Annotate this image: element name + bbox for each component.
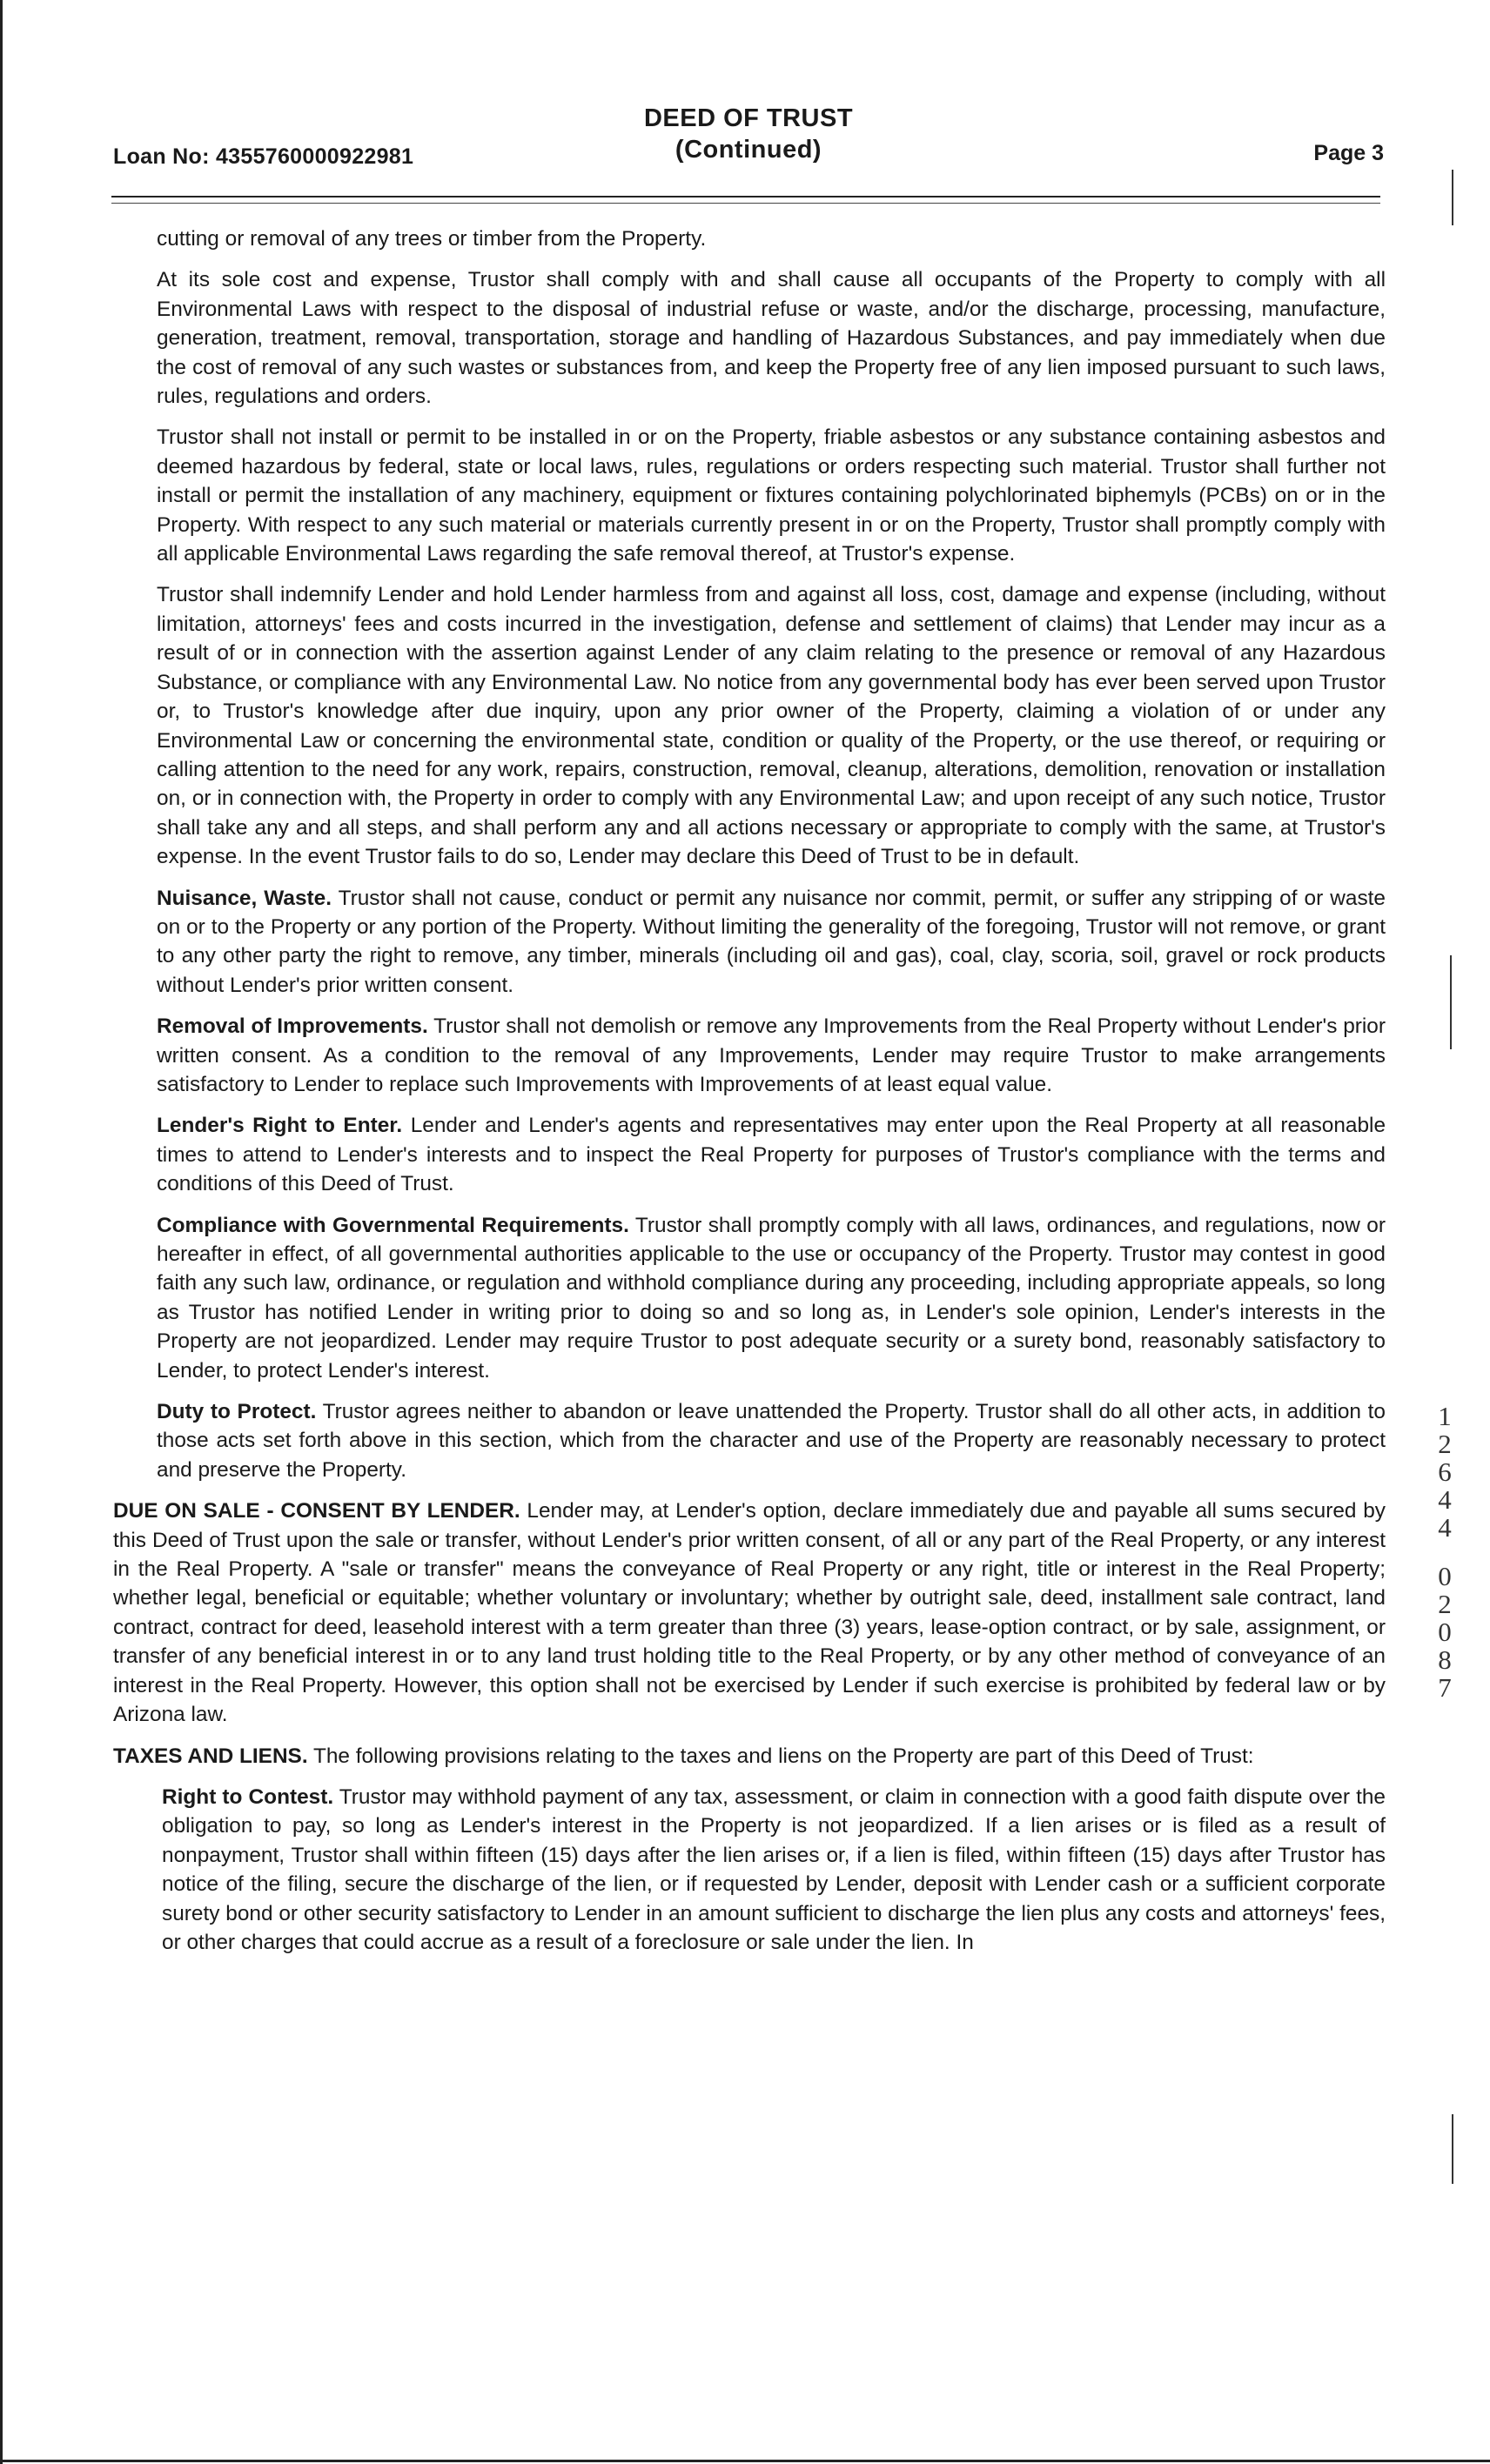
section-heading: DUE ON SALE - CONSENT BY LENDER. [113, 1499, 520, 1523]
paragraph-right-to-contest: Right to Contest. Trustor may withhold payment of any tax, assessment, or claim in connection with a good faith dispute over the obligation to pay, so long as Lender's interest in the Property is not jeopardized. If a lien arises or is filed as a result of nonpayment, Trustor shall within fifteen (15) days after the lien arises or, if a lien is filed, within fifteen (15) days after Trustor has notice of the filing, secure the discharge of the lien, or if requested by Lender, deposit with Lender cash or a sufficient corporate surety bond or other security satisfactory to Lender in an amount sufficient to discharge the lien plus any costs and attorneys' fees, or other charges that could accrue as a result of a foreclosure or sale under the lien. In [162, 1784, 1386, 1954]
paragraph-heading: Compliance with Governmental Requirements. [157, 1213, 629, 1237]
document-body [113, 224, 1386, 1969]
section-taxes-and-liens: TAXES AND LIENS. The following provisions relating to the taxes and liens on the Property are part of this Deed of Trust: [113, 1744, 1254, 1768]
paragraph-duty-to-protect: Duty to Protect. Trustor agrees neither to abandon or leave unattended the Property. Trustor shall do all other acts, in addition to those acts set forth above in this section, which from the character and use of the Property are reasonably necessary to protect and preserve the Property. [157, 1400, 1386, 1482]
page-left-border [0, 0, 3, 2464]
page-number: Page 3 [1313, 141, 1384, 165]
edge-mark [1452, 170, 1453, 225]
title-line-1: DEED OF TRUST [643, 104, 854, 132]
paragraph: cutting or removal of any trees or timber from the Property. [157, 227, 707, 251]
header-rule [111, 196, 1380, 198]
page-bottom-border [0, 2460, 1490, 2462]
paragraph: Trustor shall indemnify Lender and hold Lender harmless from and against all loss, cost, damage and expense (including, without limitation, attorneys' fees and costs incurred in the investigation, defense and settlement of claims) that Lender may incur as a result of or in connection with the assertion against Lender of any claim relating to the presence or removal of any Hazardous Substance, or compliance with any Environmental Law. No notice from any governmental body has ever been served upon Trustor or, to Trustor's knowledge after due inquiry, upon any prior owner of the Property, claiming a violation of or under any Environmental Law or concerning the environmental state, condition or quality of the Property, or the use thereof, or requiring or calling attention to the need for any work, repairs, construction, removal, cleanup, alterations, demolition, renovation or installation on, or in connection with, the Property in order to comply with any Environmental Law; and upon receipt of any such notice, Trustor shall take any and all steps, and shall perform any and all actions necessary or appropriate to comply with the same, at Trustor's expense. In the event Trustor fails to do so, Lender may declare this Deed of Trust to be in default. [157, 583, 1386, 869]
paragraph-lenders-right-to-enter: Lender's Right to Enter. Lender and Lender's agents and representatives may enter upon the Real Property at all reasonable times to attend to Lender's interests and to inspect the Real Property for purposes of Trustor's compliance with the terms and conditions of this Deed of Trust. [157, 1114, 1386, 1196]
paragraph-heading: Nuisance, Waste. [157, 886, 332, 910]
paragraph: At its sole cost and expense, Trustor shall comply with and shall cause all occupants of the Property to comply with all Environmental Laws with respect to the disposal of industrial refuse or waste, and/or the discharge, processing, manufacture, generation, treatment, removal, transportation, storage and handling of Hazardous Substances, and pay immediately when due the cost of removal of any such wastes or substances from, and keep the Property free of any lien imposed pursuant to such laws, rules, regulations and orders. [157, 268, 1386, 409]
section-due-on-sale: DUE ON SALE - CONSENT BY LENDER. Lender may, at Lender's option, declare immediately due and payable all sums secured by this Deed of Trust upon the sale or transfer, without Lender's prior written consent, of all or any part of the Real Property, or any interest in the Real Property. A "sale or transfer" means the conveyance of Real Property or any right, title or interest in the Real Property; whether legal, beneficial or equitable; whether voluntary or involuntary; whether by outright sale, deed, installment sale contract, land contract, contract for deed, leasehold interest with a term greater than three (3) years, lease-option contract, or by sale, assignment, or transfer of any beneficial interest in or to any land trust holding title to the Real Property, or by any other method of conveyance of an interest in the Real Property. However, this option shall not be exercised by Lender if such exercise is prohibited by federal law or by Arizona law. [113, 1499, 1386, 1727]
paragraph-removal-of-improvements: Removal of Improvements. Trustor shall not demolish or remove any Improvements from the Real Property without Lender's prior written consent. As a condition to the removal of any Improvements, Lender may require Trustor to make arrangements satisfactory to Lender to replace such Improvements with Improvements of at least equal value. [157, 1014, 1386, 1096]
edge-mark [1450, 955, 1452, 1049]
header-rule-thin [111, 203, 1380, 204]
paragraph-heading: Duty to Protect. [157, 1400, 317, 1424]
paragraph-heading: Right to Contest. [162, 1784, 334, 1809]
paragraph-heading: Removal of Improvements. [157, 1014, 428, 1039]
paragraph: Trustor shall not install or permit to be installed in or on the Property, friable asbestos or any substance containing asbestos and deemed hazardous by federal, state or local laws, rules, regulations or orders respecting such material. Trustor shall further not install or permit the installation of any machinery, equipment or fixtures containing polychlorinated biphemyls (PCBs) on or in the Property. With respect to any such material or materials currently present in or on the Property, Trustor shall promptly comply with all applicable Environmental Laws regarding the safe removal thereof, at Trustor's expense. [157, 425, 1386, 566]
recording-stamp-number: 1 2 6 4 4 0 2 0 8 7 [1438, 1401, 1452, 1703]
paragraph-heading: Lender's Right to Enter. [157, 1114, 403, 1138]
edge-mark [1452, 2114, 1453, 2184]
paragraph-nuisance-waste: Nuisance, Waste. Trustor shall not cause, conduct or permit any nuisance nor commit, permit, or suffer any stripping of or waste on or to the Property or any portion of the Property. Without limiting the generality of the foregoing, Trustor will not remove, or grant to any other party the right to remove, any timber, minerals (including oil and gas), coal, clay, scoria, soil, gravel or rock products without Lender's prior written consent. [157, 886, 1386, 997]
paragraph-governmental-requirements: Compliance with Governmental Requirements. Trustor shall promptly comply with all laws, ordinances, and regulations, now or hereafter in effect, of all governmental authorities applicable to the use or occupancy of the Property. Trustor may contest in good faith any such law, ordinance, or regulation and withhold compliance during any proceeding, including appropriate appeals, so long as Trustor has notified Lender in writing prior to doing so and so long as, in Lender's sole opinion, Lender's interests in the Property are not jeopardized. Lender may require Trustor to post adequate security or a surety bond, reasonably satisfactory to Lender, to protect Lender's interest. [157, 1213, 1386, 1383]
title-line-2: (Continued) [675, 136, 822, 164]
section-heading: TAXES AND LIENS. [113, 1744, 308, 1768]
loan-number: Loan No: 4355760000922981 [113, 144, 414, 169]
page-header [113, 103, 1384, 181]
document-title [113, 103, 1384, 165]
